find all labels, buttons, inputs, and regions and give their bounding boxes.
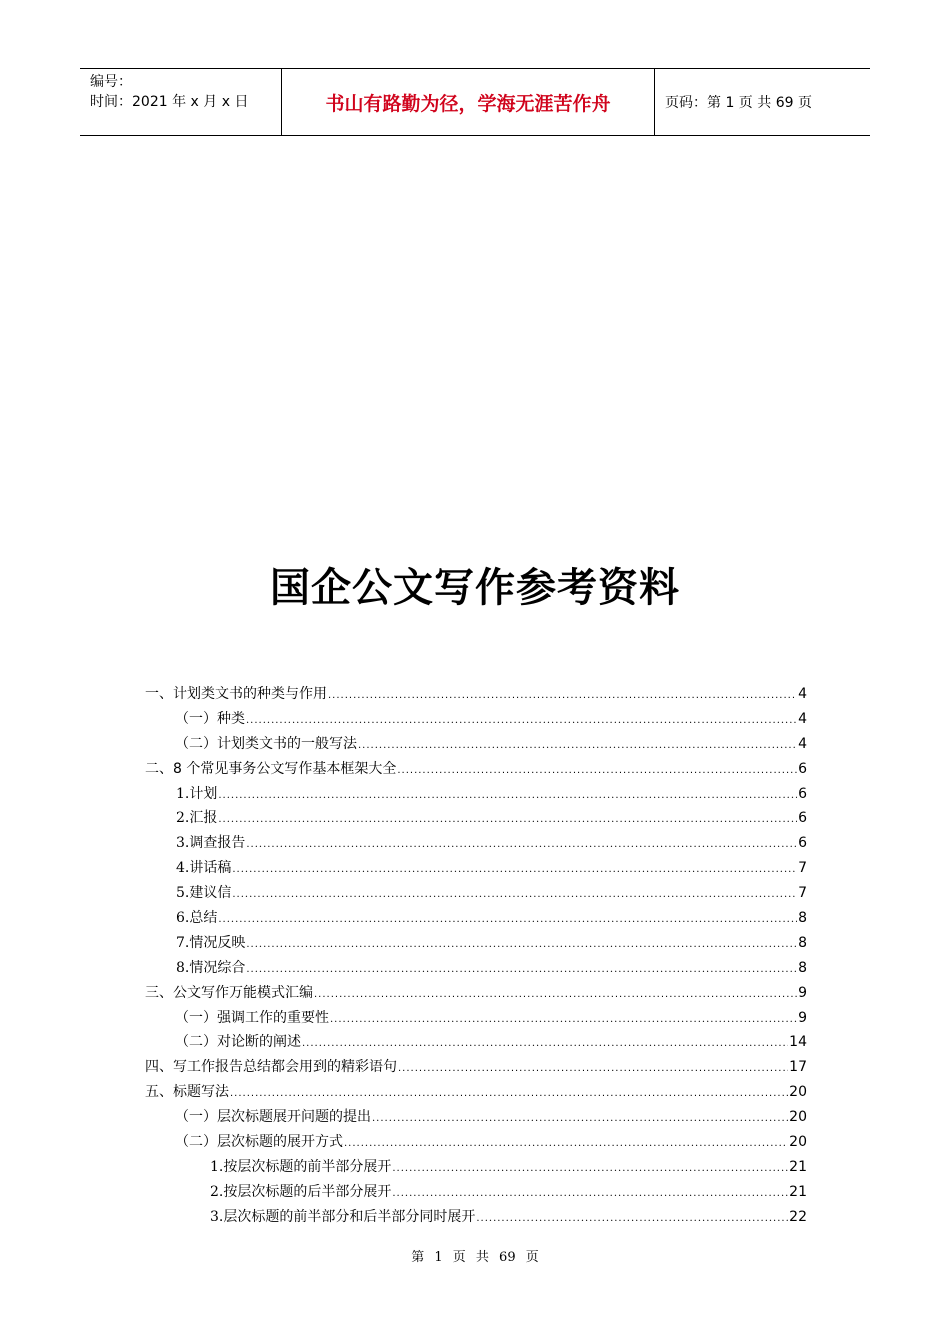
toc-entry-page: 7: [798, 885, 807, 902]
toc-entry-title: 一、计划类文书的种类与作用: [145, 686, 327, 702]
toc-leader-dots: [218, 808, 797, 833]
toc-entry[interactable]: [145, 931, 807, 956]
toc-entry[interactable]: [145, 881, 807, 906]
toc-entry[interactable]: [145, 906, 807, 931]
toc-entry-title: 1.按层次标题的前半部分展开: [210, 1158, 392, 1175]
toc-entry-page: 6: [798, 835, 807, 852]
toc-entry[interactable]: [145, 732, 807, 757]
toc-entry-title: 4.讲话稿: [176, 860, 232, 877]
toc-entry-page: 14: [789, 1034, 807, 1051]
toc-entry-title: （二）计划类文书的一般写法: [175, 735, 357, 752]
toc-entry-page: 7: [798, 860, 807, 877]
document-number-label: 编号：: [90, 74, 132, 90]
toc-leader-dots: [232, 883, 797, 908]
toc-entry[interactable]: [145, 757, 807, 782]
toc-leader-dots: [397, 759, 797, 784]
toc-entry-page: 8: [798, 910, 807, 927]
toc-entry-title: 五、标题写法: [145, 1084, 229, 1101]
toc-leader-dots: [328, 684, 797, 709]
toc-entry-title: 四、写工作报告总结都会用到的精彩语句: [145, 1059, 397, 1076]
toc-entry[interactable]: [145, 831, 807, 856]
toc-entry-page: 4: [798, 735, 807, 752]
toc-leader-dots: [246, 833, 797, 858]
toc-entry-page: 17: [789, 1059, 807, 1076]
toc-leader-dots: [246, 709, 797, 734]
toc-entry-title: 2.按层次标题的后半部分展开: [210, 1183, 392, 1200]
document-title: 国企公文写作参考资料: [270, 564, 680, 611]
toc-entry-title: 3.层次标题的前半部分和后半部分同时展开: [210, 1208, 476, 1225]
page-footer: 第 1 页 共 69 页: [411, 1250, 539, 1265]
toc-entry-title: 三、公文写作万能模式汇编: [145, 984, 313, 1001]
toc-entry-page: 21: [789, 1183, 807, 1200]
toc-leader-dots: [344, 1132, 788, 1157]
toc-entry[interactable]: [145, 1205, 807, 1230]
header-meta: [80, 69, 282, 135]
document-time-label: 时间：2021 年 x 月 x 日: [90, 94, 249, 110]
toc-entry-page: 20: [789, 1084, 807, 1101]
header-page-info: 页码：第 1 页 共 69 页: [665, 95, 812, 111]
header-motto: 书山有路勤为径，学海无涯苦作舟: [282, 69, 655, 135]
toc-leader-dots: [218, 908, 797, 933]
toc-entry[interactable]: [145, 1055, 807, 1080]
toc-entry-page: 4: [798, 686, 807, 702]
toc-entry-title: 6.总结: [176, 910, 218, 927]
toc-entry[interactable]: [145, 856, 807, 881]
toc-entry[interactable]: [145, 981, 807, 1006]
toc-entry-title: （二）层次标题的展开方式: [175, 1134, 343, 1151]
toc-entry[interactable]: [145, 956, 807, 981]
toc-entry-page: 6: [798, 785, 807, 802]
toc-entry[interactable]: [145, 806, 807, 831]
toc-entry-title: 二、8 个常见事务公文写作基本框架大全: [145, 760, 397, 777]
toc-entry-title: 1.计划: [176, 785, 218, 802]
toc-entry-page: 22: [789, 1208, 807, 1225]
toc-entry-title: （一）种类: [175, 710, 245, 727]
toc-leader-dots: [392, 1182, 788, 1207]
toc-leader-dots: [398, 1057, 788, 1082]
page-header: [80, 68, 870, 136]
toc-entry-page: 20: [789, 1134, 807, 1151]
toc-leader-dots: [218, 784, 797, 809]
toc-entry[interactable]: [145, 1105, 807, 1130]
toc-entry-page: 6: [798, 810, 807, 827]
toc-entry-title: 8.情况综合: [176, 959, 246, 976]
toc-leader-dots: [302, 1032, 788, 1057]
toc-entry-page: 6: [798, 760, 807, 777]
toc-entry-title: （一）层次标题展开问题的提出: [175, 1109, 371, 1126]
toc-leader-dots: [246, 933, 797, 958]
toc-entry[interactable]: [145, 707, 807, 732]
toc-entry[interactable]: [145, 1030, 807, 1055]
toc-entry-page: 21: [789, 1158, 807, 1175]
toc-leader-dots: [246, 958, 797, 983]
toc-entry[interactable]: [145, 1180, 807, 1205]
toc-entry[interactable]: [145, 1155, 807, 1180]
toc-entry-page: 9: [798, 984, 807, 1001]
toc-leader-dots: [330, 1008, 797, 1033]
toc-leader-dots: [476, 1207, 788, 1232]
toc-entry-title: 7.情况反映: [176, 934, 246, 951]
toc-leader-dots: [392, 1157, 788, 1182]
toc-entry[interactable]: [145, 1130, 807, 1155]
toc-entry-page: 9: [798, 1009, 807, 1026]
toc-entry-title: （一）强调工作的重要性: [175, 1009, 329, 1026]
toc-entry-title: 3.调查报告: [176, 835, 246, 852]
toc-entry-title: （二）对论断的阐述: [175, 1034, 301, 1051]
toc-entry-title: 5.建议信: [176, 885, 232, 902]
toc-entry[interactable]: [145, 682, 807, 707]
toc-entry[interactable]: [145, 1080, 807, 1105]
toc-entry[interactable]: [145, 1006, 807, 1031]
toc-entry-page: 20: [789, 1109, 807, 1126]
toc-entry-page: 8: [798, 934, 807, 951]
toc-entry-page: 8: [798, 959, 807, 976]
table-of-contents: [145, 682, 807, 1230]
toc-leader-dots: [230, 1082, 788, 1107]
toc-entry-page: 4: [798, 710, 807, 727]
toc-entry[interactable]: [145, 782, 807, 807]
toc-leader-dots: [314, 983, 797, 1008]
toc-leader-dots: [358, 734, 797, 759]
toc-leader-dots: [372, 1107, 788, 1132]
toc-entry-title: 2.汇报: [176, 810, 218, 827]
toc-leader-dots: [232, 858, 797, 883]
